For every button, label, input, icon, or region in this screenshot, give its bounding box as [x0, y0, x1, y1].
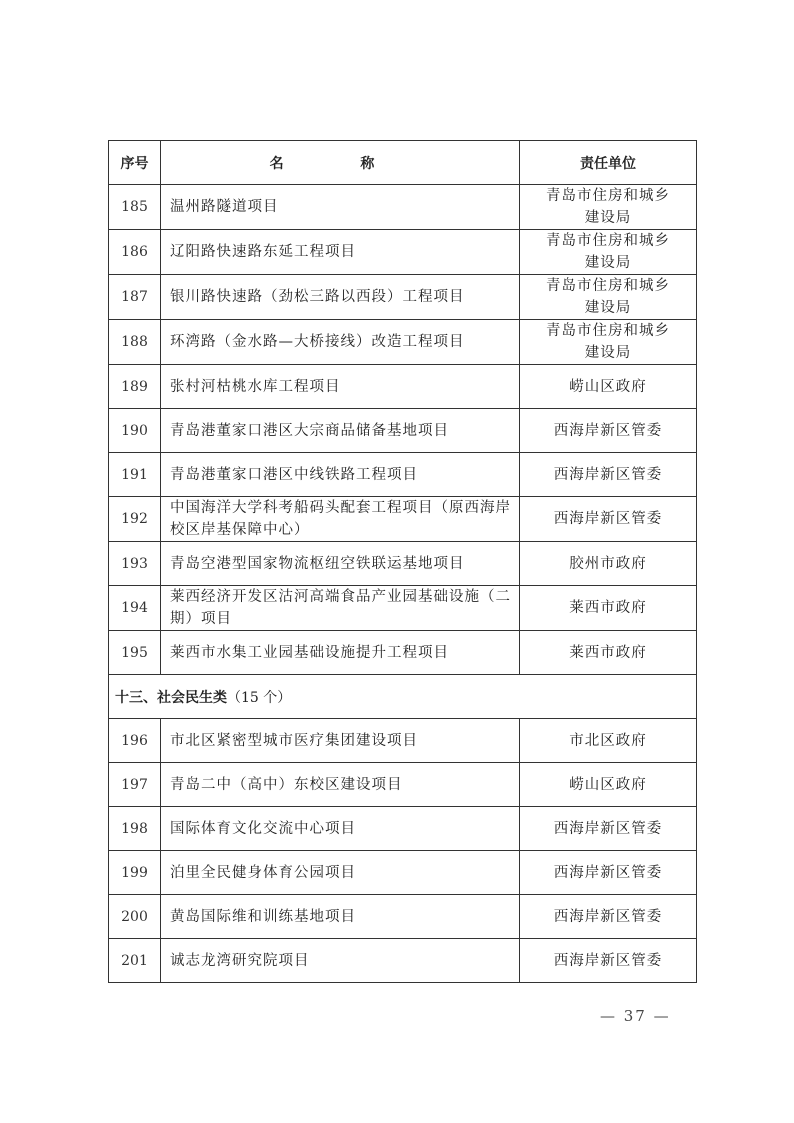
project-name: 莱西市水集工业园基础设施提升工程项目 [161, 631, 520, 675]
serial-number: 191 [109, 453, 161, 497]
responsible-unit: 西海岸新区管委 [520, 851, 697, 895]
project-name: 银川路快速路（劲松三路以西段）工程项目 [161, 275, 520, 320]
serial-number: 186 [109, 230, 161, 275]
project-name: 温州路隧道项目 [161, 185, 520, 230]
header-name: 名 称 [161, 141, 520, 185]
project-name: 泊里全民健身体育公园项目 [161, 851, 520, 895]
serial-number: 195 [109, 631, 161, 675]
responsible-unit: 西海岸新区管委 [520, 497, 697, 542]
table-row [109, 851, 697, 895]
project-name: 青岛港董家口港区中线铁路工程项目 [161, 453, 520, 497]
table-row [109, 275, 697, 320]
responsible-unit: 西海岸新区管委 [520, 409, 697, 453]
section-header-row [109, 675, 697, 719]
responsible-unit: 莱西市政府 [520, 586, 697, 631]
section-count: （15 个） [227, 689, 292, 706]
table-row [109, 230, 697, 275]
responsible-unit: 青岛市住房和城乡 建设局 [520, 230, 697, 275]
project-name: 莱西经济开发区沽河高端食品产业园基础设施（二期）项目 [161, 586, 520, 631]
serial-number: 188 [109, 320, 161, 365]
header-serial-number: 序号 [109, 141, 161, 185]
responsible-unit: 胶州市政府 [520, 542, 697, 586]
table-row [109, 631, 697, 675]
table-row [109, 185, 697, 230]
serial-number: 185 [109, 185, 161, 230]
serial-number: 193 [109, 542, 161, 586]
responsible-unit: 青岛市住房和城乡 建设局 [520, 320, 697, 365]
table-row [109, 320, 697, 365]
table-row [109, 586, 697, 631]
section-title: 十三、社会民生类（15 个） [109, 675, 697, 719]
responsible-unit: 市北区政府 [520, 719, 697, 763]
table-row [109, 719, 697, 763]
project-name: 张村河枯桃水库工程项目 [161, 365, 520, 409]
serial-number: 201 [109, 939, 161, 983]
serial-number: 194 [109, 586, 161, 631]
serial-number: 190 [109, 409, 161, 453]
serial-number: 200 [109, 895, 161, 939]
project-name: 辽阳路快速路东延工程项目 [161, 230, 520, 275]
responsible-unit: 西海岸新区管委 [520, 807, 697, 851]
table-row [109, 453, 697, 497]
serial-number: 196 [109, 719, 161, 763]
serial-number: 187 [109, 275, 161, 320]
project-name: 青岛港董家口港区大宗商品储备基地项目 [161, 409, 520, 453]
project-name: 中国海洋大学科考船码头配套工程项目（原西海岸校区岸基保障中心） [161, 497, 520, 542]
table-row [109, 497, 697, 542]
project-name: 市北区紧密型城市医疗集团建设项目 [161, 719, 520, 763]
table-row [109, 895, 697, 939]
table-row [109, 939, 697, 983]
serial-number: 199 [109, 851, 161, 895]
responsible-unit: 崂山区政府 [520, 763, 697, 807]
responsible-unit: 西海岸新区管委 [520, 895, 697, 939]
responsible-unit: 西海岸新区管委 [520, 453, 697, 497]
serial-number: 192 [109, 497, 161, 542]
project-name: 诚志龙湾研究院项目 [161, 939, 520, 983]
project-name: 环湾路（金水路—大桥接线）改造工程项目 [161, 320, 520, 365]
project-name: 青岛空港型国家物流枢纽空铁联运基地项目 [161, 542, 520, 586]
responsible-unit: 青岛市住房和城乡 建设局 [520, 185, 697, 230]
project-table [108, 140, 697, 983]
responsible-unit: 青岛市住房和城乡 建设局 [520, 275, 697, 320]
serial-number: 189 [109, 365, 161, 409]
table-header-row [109, 141, 697, 185]
table-row [109, 365, 697, 409]
table-row [109, 542, 697, 586]
project-name: 黄岛国际维和训练基地项目 [161, 895, 520, 939]
project-name: 青岛二中（高中）东校区建设项目 [161, 763, 520, 807]
table-row [109, 409, 697, 453]
page-number: — 37 — [600, 1007, 671, 1025]
responsible-unit: 西海岸新区管委 [520, 939, 697, 983]
responsible-unit: 崂山区政府 [520, 365, 697, 409]
serial-number: 197 [109, 763, 161, 807]
serial-number: 198 [109, 807, 161, 851]
header-responsible-unit: 责任单位 [520, 141, 697, 185]
table-row [109, 763, 697, 807]
project-name: 国际体育文化交流中心项目 [161, 807, 520, 851]
responsible-unit: 莱西市政府 [520, 631, 697, 675]
table-row [109, 807, 697, 851]
